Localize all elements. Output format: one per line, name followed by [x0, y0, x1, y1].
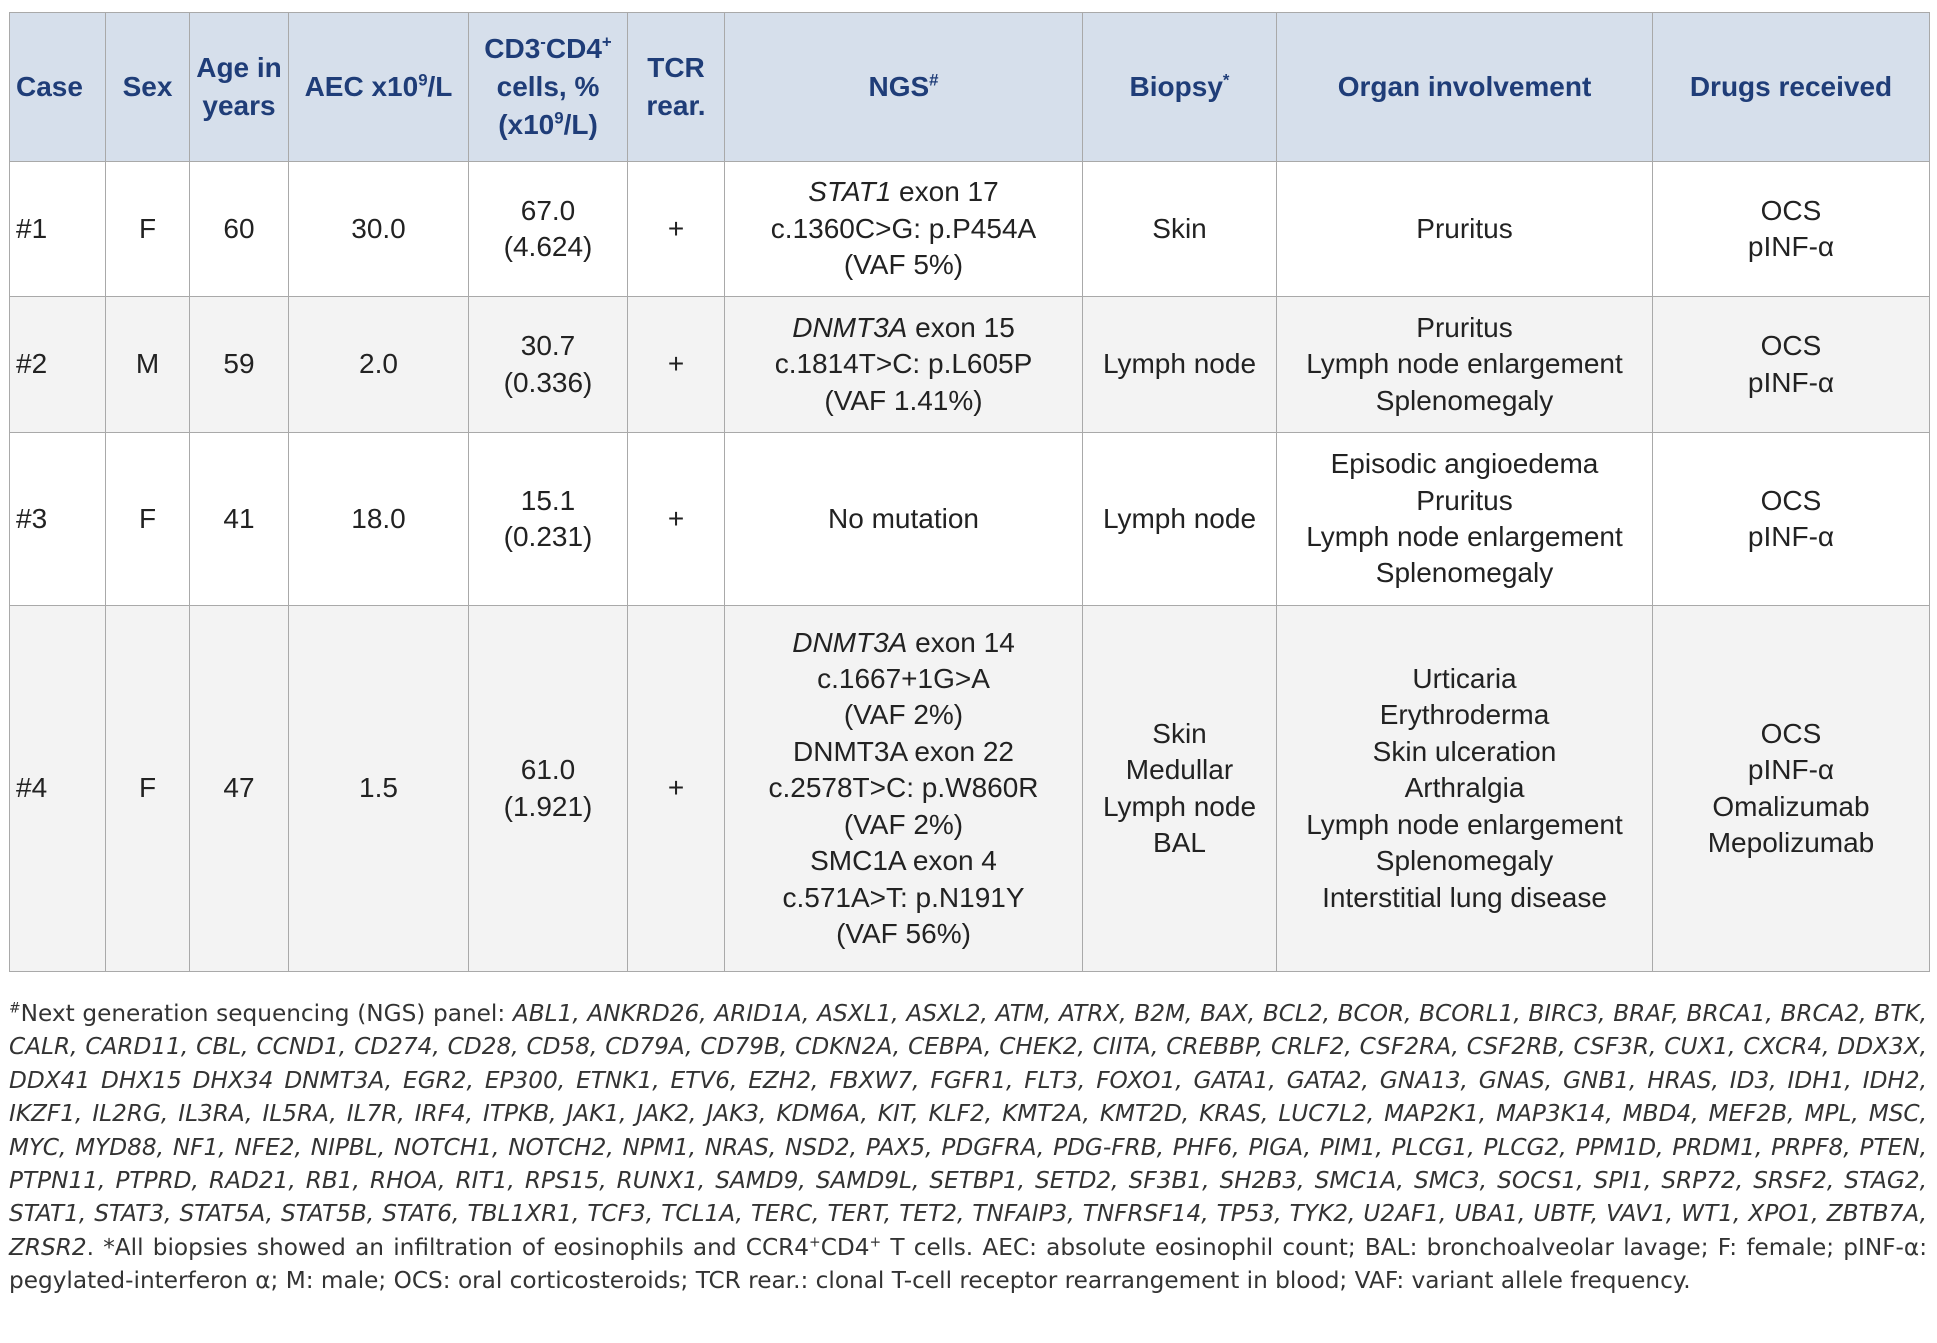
header-cd-pre: CD3 — [484, 33, 541, 64]
ngs-vaf: (VAF 2%) — [843, 699, 964, 731]
biopsy-item: Lymph node — [1102, 502, 1257, 534]
ngs-line — [731, 310, 1076, 346]
ngs-vaf: (VAF 56%) — [836, 917, 971, 949]
header-tcr-line2: rear. — [646, 90, 706, 121]
cd-percent: 67.0 — [520, 194, 576, 226]
footnote-hash-mark: # — [9, 1000, 21, 1017]
tcr-cell: + — [628, 433, 725, 606]
age-cell: 59 — [190, 297, 289, 433]
header-age-line1: Age in — [196, 52, 282, 83]
table-row — [10, 297, 1930, 433]
cd-cell — [469, 297, 628, 433]
header-biopsy-label: Biopsy — [1129, 71, 1223, 102]
drug-item: pINF-α — [1747, 754, 1835, 786]
ngs-exon: exon 17 — [891, 176, 999, 208]
ngs-line — [731, 174, 1076, 210]
biopsy-cell — [1083, 162, 1277, 297]
header-case-label: Case — [16, 71, 83, 102]
ngs-gene: DNMT3A — [792, 311, 908, 343]
organ-item: Interstitial lung disease — [1322, 881, 1607, 913]
header-case — [10, 13, 106, 162]
case-cell: #4 — [10, 606, 106, 972]
header-cd-line3-pre: (x10 — [498, 109, 555, 140]
ngs-exon: exon 14 — [907, 626, 1015, 658]
age-cell: 47 — [190, 606, 289, 972]
header-cd-mid: CD4 — [545, 33, 602, 64]
cd-percent: 61.0 — [520, 754, 576, 786]
table-row — [10, 433, 1930, 606]
ngs-gene-line: DNMT3A exon 22 — [793, 735, 1014, 767]
biopsy-item: Lymph node — [1102, 348, 1257, 380]
organ-item: Splenomegaly — [1375, 384, 1554, 416]
biopsy-cell — [1083, 433, 1277, 606]
header-drugs — [1653, 13, 1930, 162]
organ-item: Episodic angioedema — [1330, 448, 1599, 480]
ngs-variant: c.1667+1G>A — [817, 663, 990, 695]
organ-item: Pruritus — [1416, 311, 1513, 343]
ngs-cell — [725, 433, 1083, 606]
organ-item: Splenomegaly — [1375, 557, 1554, 589]
header-tcr-line1: TCR — [647, 52, 705, 83]
biopsy-cell — [1083, 606, 1277, 972]
table-footnote — [9, 997, 1927, 1298]
header-aec-sup: 9 — [418, 70, 428, 90]
ngs-gene-line: SMC1A exon 4 — [810, 845, 997, 877]
aec-cell: 30.0 — [289, 162, 469, 297]
cd-percent: 15.1 — [520, 484, 576, 516]
biopsy-item: Skin — [1152, 212, 1207, 244]
header-cd-sup1: - — [540, 32, 546, 52]
tcr-cell: + — [628, 606, 725, 972]
ngs-line — [731, 625, 1076, 661]
organ-cell — [1277, 162, 1653, 297]
organ-cell — [1277, 297, 1653, 433]
header-age-line2: years — [202, 90, 276, 121]
table-row — [10, 162, 1930, 297]
organ-cell — [1277, 606, 1653, 972]
cd-absolute: (1.921) — [503, 790, 593, 822]
header-cd-sup2: + — [601, 32, 612, 52]
header-tcr — [628, 13, 725, 162]
drugs-cell — [1653, 606, 1930, 972]
drug-item: OCS — [1760, 717, 1822, 749]
organ-item: Pruritus — [1416, 484, 1513, 516]
drugs-cell — [1653, 162, 1930, 297]
drug-item: OCS — [1760, 484, 1822, 516]
sex-cell: F — [106, 606, 190, 972]
ngs-no-mutation: No mutation — [828, 502, 979, 534]
header-organ-label: Organ involvement — [1337, 71, 1592, 102]
organ-item: Erythroderma — [1379, 699, 1550, 731]
sex-cell: F — [106, 162, 190, 297]
aec-cell: 2.0 — [289, 297, 469, 433]
ngs-gene: STAT1 — [808, 176, 892, 208]
header-aec-post: /L — [427, 71, 453, 102]
cd-cell — [469, 162, 628, 297]
header-biopsy — [1083, 13, 1277, 162]
biopsy-item: Lymph node — [1102, 790, 1257, 822]
ngs-exon: exon 15 — [907, 311, 1015, 343]
header-drugs-label: Drugs received — [1689, 71, 1893, 102]
drug-item: pINF-α — [1747, 521, 1835, 552]
biopsy-cell — [1083, 297, 1277, 433]
aec-cell: 18.0 — [289, 433, 469, 606]
drug-item: Mepolizumab — [1707, 826, 1875, 858]
ngs-vaf: (VAF 2%) — [843, 808, 964, 840]
header-cd-line3-sup: 9 — [554, 108, 564, 128]
footnote-cd4: CD4 — [820, 1233, 870, 1261]
header-ngs — [725, 13, 1083, 162]
header-ngs-label: NGS — [868, 71, 930, 102]
drug-item: OCS — [1760, 194, 1822, 226]
header-cd-line3 — [475, 106, 621, 144]
cd-absolute: (0.231) — [503, 521, 593, 552]
header-ngs-sup: # — [929, 70, 939, 90]
header-sex — [106, 13, 190, 162]
clinical-characteristics-table — [9, 12, 1930, 972]
footnote-intro: Next generation sequencing (NGS) panel: — [20, 1000, 513, 1027]
organ-item: Skin ulceration — [1372, 735, 1557, 767]
ngs-cell — [725, 297, 1083, 433]
header-biopsy-sup: * — [1222, 70, 1230, 90]
ngs-cell — [725, 606, 1083, 972]
drugs-cell — [1653, 433, 1930, 606]
case-cell: #2 — [10, 297, 106, 433]
footnote-gene-panel: ABL1, ANKRD26, ARID1A, ASXL1, ASXL2, ATM, ATRX, B2M, BAX, BCL2, BCOR, BCORL1, BIRC3, BRAF, BRCA1, BRCA2, BTK, CALR, CARD11, CBL, CCND1, CD274, CD28, CD58, CD79A, CD79B, CDKN2A, CEBPA, CHEK2, CIITA, CREBBP, CRLF2, CSF2RA, CSF2RB, CSF3R, CUX1, CXCR4, DDX3X, DDX41 DHX15 DHX34 DNMT3A, EGR2, EP300, ETNK1, ETV6, EZH2, FBXW7, FGFR1, FLT3, FOXO1, GATA1, GATA2, GNA13, GNAS, GNB1, HRAS, ID3, IDH1, IDH2, IKZF1, IL2RG, IL3RA, IL5RA, IL7R, IRF4, ITPKB, JAK1, JAK2, JAK3, KDM6A, KIT, KLF2, KMT2A, KMT2D, KRAS, LUC7L2, MAP2K1, MAP3K14, MBD4, MEF2B, MPL, MSC, MYC, MYD88, NF1, NFE2, NIPBL, NOTCH1, NOTCH2, NPM1, NRAS, NSD2, PAX5, PDGFRA, PDG-FRB, PHF6, PIGA, PIM1, PLCG1, PLCG2, PPM1D, PRDM1, PRPF8, PTEN, PTPN11, PTPRD, RAD21, RB1, RHOA, RIT1, RPS15, RUNX1, SAMD9, SAMD9L, SETBP1, SETD2, SF3B1, SH2B3, SMC1A, SMC3, SOCS1, SPI1, SRP72, SRSF2, STAG2, STAT1, STAT3, STAT5A, STAT5B, STAT6, TBL1XR1, TCF3, TCL1A, TERC, TERT, TET2, TNFAIP3, TNFRSF14, TP53, TYK2, U2AF1, UBA1, UBTF, VAV1, WT1, XPO1, ZBTB7A, ZRSR2 — [9, 1000, 1927, 1261]
header-age — [190, 13, 289, 162]
organ-cell — [1277, 433, 1653, 606]
ngs-variant: c.1360C>G: p.P454A — [770, 212, 1037, 244]
organ-item: Splenomegaly — [1375, 845, 1554, 877]
table-row — [10, 606, 1930, 972]
cd-percent: 30.7 — [520, 330, 576, 362]
header-aec-pre: AEC x10 — [304, 71, 419, 102]
biopsy-item: Medullar — [1125, 754, 1234, 786]
sex-cell: F — [106, 433, 190, 606]
drug-item: OCS — [1760, 330, 1822, 362]
age-cell: 60 — [190, 162, 289, 297]
footnote-sup-plus: + — [809, 1234, 821, 1251]
footnote-sup-plus: + — [869, 1234, 882, 1251]
drug-item: pINF-α — [1747, 366, 1835, 398]
organ-item: Lymph node enlargement — [1306, 808, 1623, 840]
header-cd-line1 — [475, 30, 621, 68]
organ-item: Pruritus — [1416, 212, 1513, 244]
cd-cell — [469, 433, 628, 606]
case-cell: #1 — [10, 162, 106, 297]
ngs-variant: c.2578T>C: p.W860R — [768, 772, 1039, 804]
ngs-vaf: (VAF 5%) — [843, 249, 964, 281]
cd-absolute: (0.336) — [503, 366, 593, 398]
organ-item: Arthralgia — [1404, 772, 1525, 804]
header-aec — [289, 13, 469, 162]
drug-item: Omalizumab — [1712, 790, 1870, 822]
footnote-biopsy-note: . *All biopsies showed an infiltration of eosinophils and CCR4 — [86, 1233, 810, 1261]
ngs-vaf: (VAF 1.41%) — [824, 384, 983, 416]
cd-cell — [469, 606, 628, 972]
header-cd3-cd4 — [469, 13, 628, 162]
biopsy-item: BAL — [1153, 826, 1206, 858]
organ-item: Lymph node enlargement — [1306, 348, 1623, 380]
biopsy-item: Skin — [1152, 717, 1207, 749]
header-cd-line3-post: /L) — [563, 109, 598, 140]
footnote-abbreviations: T cells. AEC: absolute eosinophil count; BAL: bronchoalveolar lavage; F: female; pINF-α: pegylated-interferon α; M: male; OCS: oral corticosteroids; TCR rear.: clonal T-cell receptor rearrangement in blood; VAF: variant allele frequency. — [9, 1233, 1928, 1295]
cd-absolute: (4.624) — [503, 231, 593, 262]
sex-cell: M — [106, 297, 190, 433]
header-row — [10, 13, 1930, 162]
ngs-cell — [725, 162, 1083, 297]
drugs-cell — [1653, 297, 1930, 433]
organ-item: Lymph node enlargement — [1306, 521, 1623, 552]
age-cell: 41 — [190, 433, 289, 606]
case-cell: #3 — [10, 433, 106, 606]
tcr-cell: + — [628, 162, 725, 297]
aec-cell: 1.5 — [289, 606, 469, 972]
header-cd-line2: cells, % — [496, 71, 600, 102]
tcr-cell: + — [628, 297, 725, 433]
ngs-variant: c.571A>T: p.N191Y — [782, 881, 1025, 913]
drug-item: pINF-α — [1747, 231, 1835, 262]
organ-item: Urticaria — [1412, 663, 1517, 695]
header-organ — [1277, 13, 1653, 162]
ngs-variant: c.1814T>C: p.L605P — [774, 348, 1033, 380]
ngs-gene: DNMT3A — [792, 626, 908, 658]
header-sex-label: Sex — [122, 71, 173, 102]
